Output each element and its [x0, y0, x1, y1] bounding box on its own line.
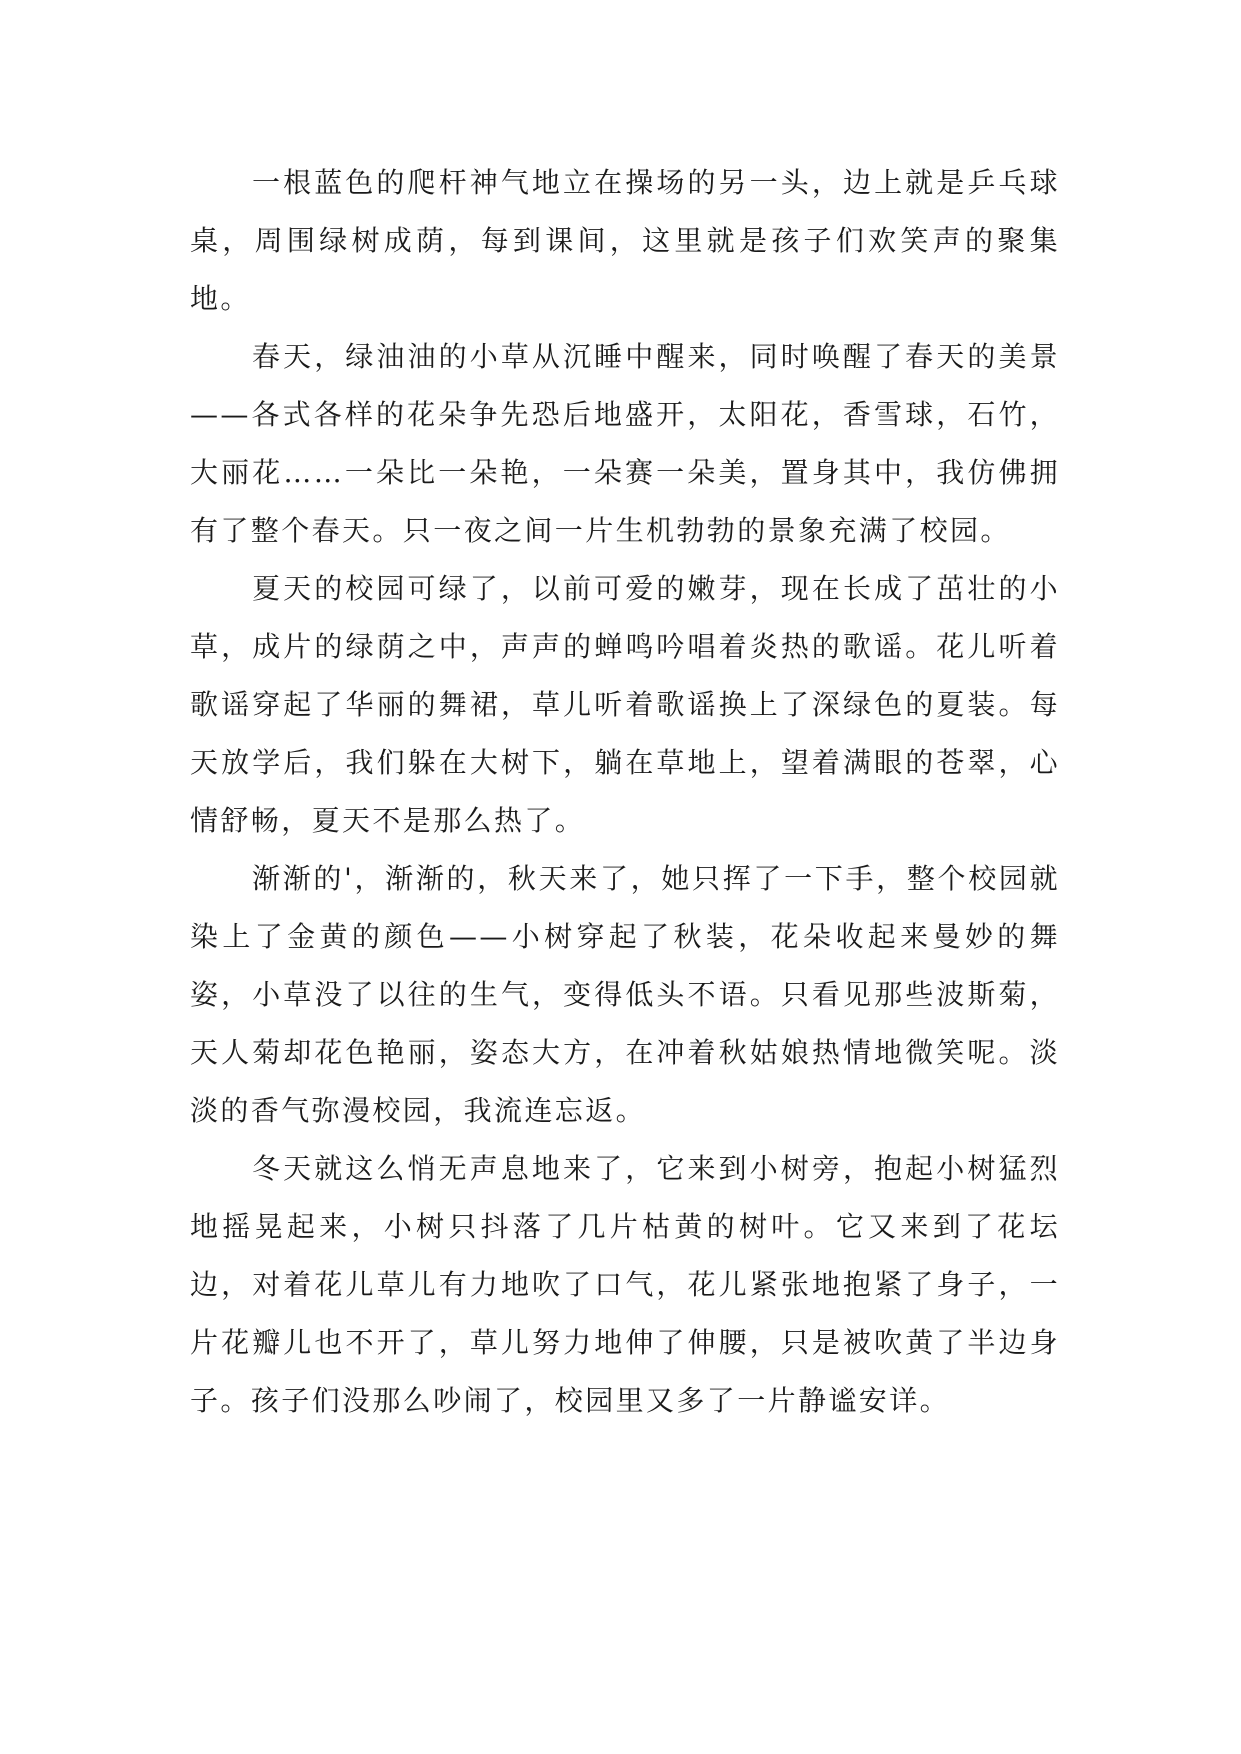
paragraph-spring: 春天，绿油油的小草从沉睡中醒来，同时唤醒了春天的美景——各式各样的花朵争先恐后地盛开，太阳花，香雪球，石竹，大丽花……一朵比一朵艳，一朵赛一朵美，置身其中，我仿佛拥有了整个春天。只一夜之间一片生机勃勃的景象充满了校园。 — [190, 340, 1060, 547]
document-body — [190, 154, 1060, 1430]
paragraph-autumn: 渐渐的'，渐渐的，秋天来了，她只挥了一下手，整个校园就染上了金黄的颜色——小树穿起了秋装，花朵收起来曼妙的舞姿，小草没了以往的生气，变得低头不语。只看见那些波斯菊，天人菊却花色艳丽，姿态大方，在冲着秋姑娘热情地微笑呢。淡淡的香气弥漫校园，我流连忘返。 — [190, 862, 1060, 1127]
paragraph-winter: 冬天就这么悄无声息地来了，它来到小树旁，抱起小树猛烈地摇晃起来，小树只抖落了几片枯黄的树叶。它又来到了花坛边，对着花儿草儿有力地吹了口气，花儿紧张地抱紧了身子，一片花瓣儿也不开了，草儿努力地伸了伸腰，只是被吹黄了半边身子。孩子们没那么吵闹了，校园里又多了一片静谧安详。 — [190, 1152, 1060, 1417]
paragraph-playground: 一根蓝色的爬杆神气地立在操场的另一头，边上就是乒乓球桌，周围绿树成荫，每到课间，这里就是孩子们欢笑声的聚集地。 — [190, 166, 1060, 315]
paragraph-summer: 夏天的校园可绿了，以前可爱的嫩芽，现在长成了茁壮的小草，成片的绿荫之中，声声的蝉鸣吟唱着炎热的歌谣。花儿听着歌谣穿起了华丽的舞裙，草儿听着歌谣换上了深绿色的夏装。每天放学后，我们躲在大树下，躺在草地上，望着满眼的苍翠，心情舒畅，夏天不是那么热了。 — [190, 572, 1060, 837]
